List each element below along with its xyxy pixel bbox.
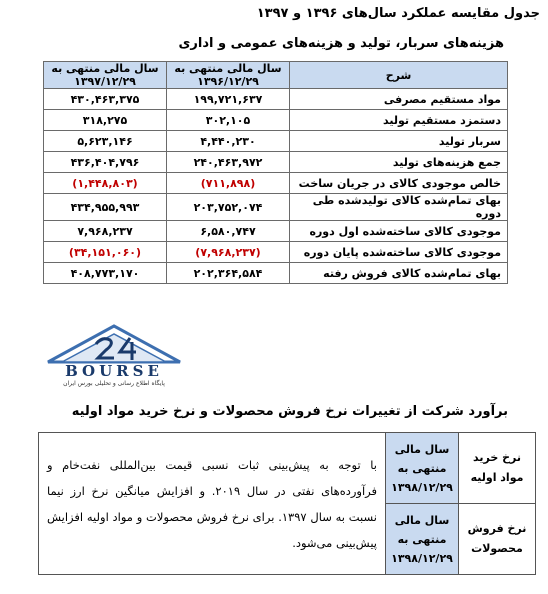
cost-row-desc: مواد مستقیم مصرفی (290, 89, 508, 110)
cost-row-value-1397: ۴۳۶,۴۰۴,۷۹۶ (44, 152, 167, 173)
cost-row (44, 110, 508, 131)
cost-row-value-1397: ۷,۹۶۸,۲۳۷ (44, 221, 167, 242)
period-date: ۱۳۹۸/۱۲/۲۹ (391, 551, 453, 565)
bourse-logo (44, 324, 184, 394)
cost-row-value-1396: ۲۴۰,۴۶۳,۹۷۲ (167, 152, 290, 173)
logo-wordmark: BOURSE (65, 362, 163, 380)
cost-row (44, 131, 508, 152)
cost-row (44, 221, 508, 242)
cost-row-desc: بهای تمام‌شده کالای فروش رفته (290, 263, 508, 284)
cost-row-desc: دستمزد مستقیم تولید (290, 110, 508, 131)
cost-row (44, 263, 508, 284)
cost-row-value-1396: ۲۰۳,۷۵۲,۰۷۴ (167, 194, 290, 221)
forecast-item-sales: نرخ فروش محصولات (459, 504, 536, 575)
cost-row-value-1397: ۴۰۸,۷۷۳,۱۷۰ (44, 263, 167, 284)
cost-row-desc: جمع هزینه‌های تولید (290, 152, 508, 173)
cost-row-desc: سربار تولید (290, 131, 508, 152)
header-1397: سال مالی منتهی به ۱۳۹۷/۱۲/۲۹ (44, 62, 167, 89)
page-title: جدول مقایسه عملکرد سال‌های ۱۳۹۶ و ۱۳۹۷ (256, 6, 540, 21)
cost-row-value-1397: ۵,۶۲۳,۱۴۶ (44, 131, 167, 152)
cost-comparison-table (43, 61, 508, 284)
cost-row-value-1396: (۷,۹۶۸,۲۳۷) (167, 242, 290, 263)
cost-row-value-1396: ۴,۴۴۰,۲۳۰ (167, 131, 290, 152)
forecast-row-raw-material (39, 433, 536, 504)
bourse-logo-mark (44, 324, 184, 364)
logo-subtitle: پایگاه اطلاع رسانی و تحلیلی بورس ایران (63, 380, 165, 387)
cost-row-value-1396: ۱۹۹,۷۲۱,۶۳۷ (167, 89, 290, 110)
cost-row-desc: موجودی کالای ساخته‌شده اول دوره (290, 221, 508, 242)
cost-section-title: هزینه‌های سربار، تولید و هزینه‌های عمومی و اداری (178, 36, 504, 51)
cost-row-desc: بهای تمام‌شده کالای تولیدشده طی دوره (290, 194, 508, 221)
header-desc: شرح (290, 62, 508, 89)
cost-row-value-1397: (۱,۴۴۸,۸۰۳) (44, 173, 167, 194)
period-date: ۱۳۹۸/۱۲/۲۹ (391, 480, 453, 494)
period-label: سال مالی منتهی به (394, 513, 450, 546)
forecast-period-sales (386, 504, 459, 575)
cost-row (44, 173, 508, 194)
cost-row-value-1397: ۴۳۴,۹۵۵,۹۹۳ (44, 194, 167, 221)
forecast-section-title: برآورد شرکت از تغییرات نرخ فروش محصولات و نرخ خرید مواد اولیه (71, 404, 508, 419)
cost-row-desc: موجودی کالای ساخته‌شده پایان دوره (290, 242, 508, 263)
forecast-item-raw-material: نرخ خرید مواد اولیه (459, 433, 536, 504)
cost-row (44, 194, 508, 221)
cost-row (44, 242, 508, 263)
cost-row-value-1397: ۴۳۰,۴۶۳,۳۷۵ (44, 89, 167, 110)
period-label: سال مالی منتهی به (394, 442, 450, 475)
header-1396: سال مالی منتهی به ۱۳۹۶/۱۲/۲۹ (167, 62, 290, 89)
cost-row-value-1396: ۲۰۲,۳۶۴,۵۸۴ (167, 263, 290, 284)
cost-row-value-1397: ۳۱۸,۲۷۵ (44, 110, 167, 131)
forecast-table (38, 432, 536, 575)
cost-row (44, 89, 508, 110)
cost-row-desc: خالص موجودی کالای در جریان ساخت (290, 173, 508, 194)
cost-row-value-1396: ۳۰۲,۱۰۵ (167, 110, 290, 131)
cost-table-body (44, 89, 508, 284)
forecast-period-raw-material (386, 433, 459, 504)
cost-row-value-1397: (۳۴,۱۵۱,۰۶۰) (44, 242, 167, 263)
forecast-explanation: با توجه به پیش‌بینی ثبات نسبی قیمت بین‌المللی نفت‌خام و فرآورده‌های نفتی در سال ۲۰۱۹. و افزایش میانگین نرخ ارز نیما نسبت به سال ۱۳۹۷. برای نرخ فروش محصولات و مواد اولیه افزایش پیش‌بینی می‌شود. (39, 433, 386, 575)
cost-row-value-1396: (۷۱۱,۸۹۸) (167, 173, 290, 194)
cost-row-value-1396: ۶,۵۸۰,۷۴۷ (167, 221, 290, 242)
cost-row (44, 152, 508, 173)
